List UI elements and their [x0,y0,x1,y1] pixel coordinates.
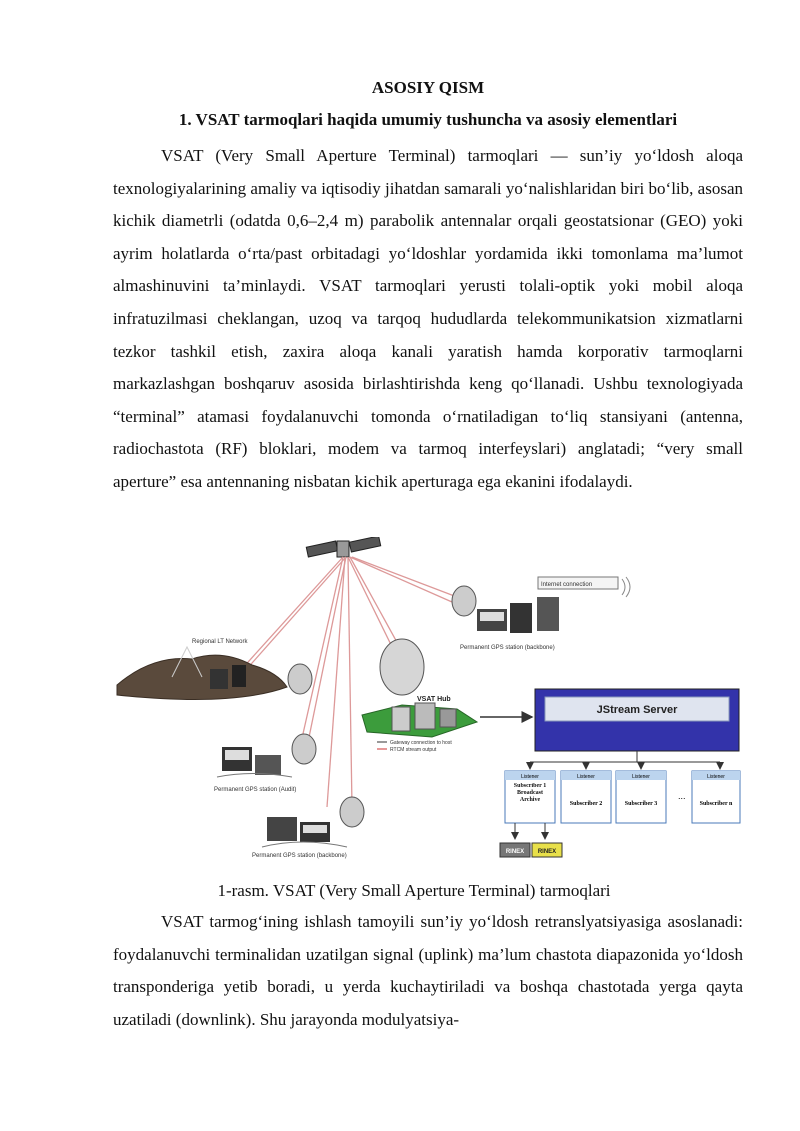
subscriber-n-label: Subscriber n [699,801,733,807]
hub-legend-2: RTCM stream output [390,747,437,753]
subscriber-connectors [530,751,720,769]
vsat-hub [362,639,477,753]
subscriber-box-2 [561,771,611,823]
dish-icon [292,734,316,764]
subscriber-1-header: Listener [521,774,539,780]
subscriber-1-label: Subscriber 1 Broadcast Archive [513,783,547,803]
station-top-label: Permanent GPS station (backbone) [460,645,555,651]
jstream-server-box [535,689,739,751]
station-mid-label: Permanent GPS station (Audit) [214,787,297,793]
station-mid [214,734,316,793]
section-heading: 1. VSAT tarmoqlari haqida umumiy tushuncha va asosiy elementlari [178,110,678,129]
subscriber-box-n [692,771,740,823]
hub-dish-icon [380,639,424,695]
station-bottom-label: Permanent GPS station (backbone) [252,853,347,859]
subscriber-box-3 [616,771,666,823]
rinex-box-2 [532,843,562,857]
rinex-2-label: RINEX [537,849,557,855]
figure-caption: 1-rasm. VSAT (Very Small Aperture Terminal) tarmoqlari [217,881,611,900]
subscriber-2-label: Subscriber 2 [569,801,603,807]
jstream-server-label: JStream Server [596,704,678,716]
subscriber-n-header: Listener [707,774,725,780]
satellite-icon [306,537,380,557]
subscriber-3-label: Subscriber 3 [624,801,658,807]
vsat-network-diagram [112,537,744,862]
rinex-connectors [515,823,545,839]
hub-legend-1: Gateway connection to host [390,740,452,746]
rinex-1-label: RINEX [505,849,525,855]
dish-icon [452,586,476,616]
subscriber-3-header: Listener [632,774,650,780]
dish-icon [288,664,312,694]
subscriber-ellipsis: ... [678,791,686,801]
station-bottom [252,797,364,859]
internet-connection-label: Internet connection [541,582,593,588]
subscriber-box-1 [505,771,555,823]
main-heading: ASOSIY QISM [371,78,485,97]
subscriber-2-header: Listener [577,774,595,780]
regional-network-label: Regional LT Network [192,639,248,645]
vsat-network-figure [112,537,744,862]
station-top [452,577,630,651]
paragraph-intro: VSAT (Very Small Aperture Terminal) tarmoqlari — sun’iy yo‘ldosh aloqa texnologiyalarining amaliy va iqtisodiy jihatdan samarali yo‘nalishlaridan biri bo‘lib, asosan kichik diametrli (odatda 0,6–2,4 m) parabolik antennalar orqali geostatsionar (GEO) yoki ayrim holatlarda o‘rta/past orbitadagi yo‘ldoshlar yordamida ikki tomonlama ma’lumot almashinuvini ta’minlaydi. VSAT tarmoqlari yerusti tolali-optik yoki mobil aloqa infratuzilmasi cheklangan, uzoq va tarqoq hududlarda telekommunikatsion xizmatlarni tezkor tashkil etish, zaxira aloqa kanali yaratish hamda korporativ tarmoqlarni markazlashgan boshqaruv asosida birlashtirishda keng qo‘llanadi. Ushbu texnologiyada “terminal” atamasi foydalanuvchi tomonda o‘rnatiladigan to‘liq stansiyani (antenna, radiochastota (RF) bloklari, modem va tarmoq interfeyslari) anglatadi; “very small aperture” esa antennaning nisbatan kichik aperturaga ega ekanini ifodalaydi. [113,146,743,491]
regional-network-site [117,639,312,700]
vsat-hub-label: VSAT Hub [417,696,451,703]
paragraph-principle: VSAT tarmog‘ining ishlash tamoyili sun’iy yo‘ldosh retranslyatsiyasiga asoslanadi: foydalanuvchi terminalidan uzatilgan signal (uplink) ma’lum chastota diapazonida yo‘ldosh transponderiga yetib boradi, u yerda kuchaytiriladi va boshqa chastotada yerga qayta uzatiladi (downlink). Shu jarayonda modulyatsiya- [113,912,743,1029]
dish-icon [340,797,364,827]
rinex-box-1 [500,843,530,857]
